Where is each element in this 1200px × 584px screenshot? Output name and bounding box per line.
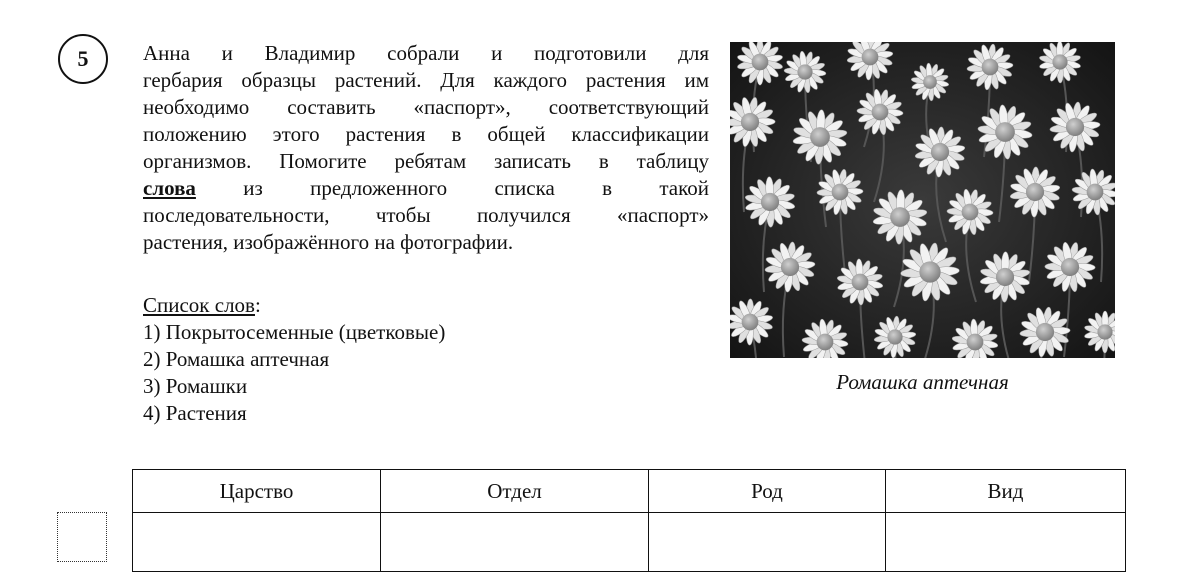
table-answer-row [133,513,1126,572]
table-header-row [133,470,1126,513]
task-line-1: Анна и Владимир собрали и подготовили для [143,41,709,65]
task-line-4: положению этого растения в общей классификации [143,122,709,146]
word-list-title-colon: : [254,293,261,317]
chamomile-flowers-illustration [730,42,1115,358]
plant-passport-table [132,469,1126,572]
task-text [143,40,709,256]
emphasized-word: слова [143,176,196,200]
header-genus: Род [649,470,886,513]
task-line-6 [143,175,709,202]
task-line-7: последовательности, чтобы получился «паспорт» [143,203,709,227]
answer-cell-kingdom[interactable] [133,513,381,572]
word-list-item: 1) Покрытосеменные (цветковые) [143,320,446,344]
header-division: Отдел [381,470,649,513]
word-list-item: 4) Растения [143,401,247,425]
answer-cell-genus[interactable] [649,513,886,572]
task-line-2: гербария образцы растений. Для каждого растения им [143,68,709,92]
answer-cell-species[interactable] [886,513,1126,572]
word-list-item: 2) Ромашка аптечная [143,347,330,371]
task-line-3: необходимо составить «паспорт», соответствующий [143,95,709,119]
word-list-title: Список слов [143,293,255,317]
task-line-8: растения, изображённого на фотографии. [143,230,514,254]
word-list-item: 3) Ромашки [143,374,248,398]
header-kingdom: Царство [133,470,381,513]
chamomile-photo [730,42,1115,358]
task-line-6-rest: из предложенного списка в такой [243,176,709,200]
task-number: 5 [77,46,89,71]
answer-score-box[interactable] [57,512,107,562]
task-line-5: организмов. Помогите ребятам записать в таблицу [143,149,709,173]
answer-cell-division[interactable] [381,513,649,572]
word-list [143,292,445,427]
photo-caption: Ромашка аптечная [836,370,1009,394]
header-species: Вид [886,470,1126,513]
word-list-heading [143,292,445,319]
task-number-badge [58,34,108,84]
